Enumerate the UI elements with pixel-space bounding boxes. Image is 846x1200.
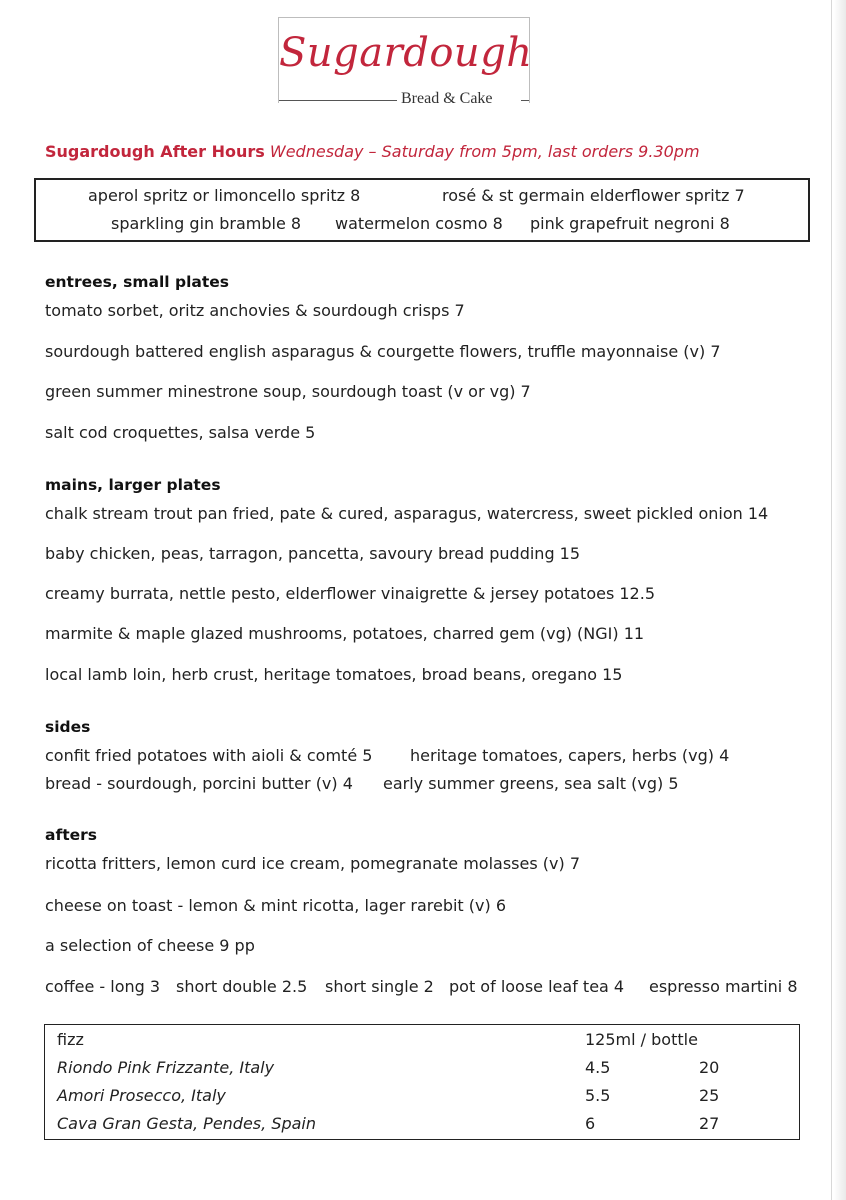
cocktail-item: sparkling gin bramble 8 bbox=[111, 214, 302, 233]
fizz-glass-price: 5.5 bbox=[585, 1086, 611, 1105]
fizz-columns-label: 125ml / bottle bbox=[585, 1030, 698, 1049]
menu-item: ricotta fritters, lemon curd ice cream, pomegranate molasses (v) 7 bbox=[45, 854, 580, 873]
logo-rule-left bbox=[279, 100, 397, 101]
cocktail-item: aperol spritz or limoncello spritz 8 bbox=[88, 186, 361, 205]
menu-item: green summer minestrone soup, sourdough toast (v or vg) 7 bbox=[45, 382, 531, 401]
logo-wordmark: Sugardough bbox=[279, 30, 533, 76]
menu-item: tomato sorbet, oritz anchovies & sourdough crisps 7 bbox=[45, 301, 465, 320]
menu-item: salt cod croquettes, salsa verde 5 bbox=[45, 423, 316, 442]
side-item: confit fried potatoes with aioli & comté 5 bbox=[45, 746, 373, 765]
fizz-bottle-price: 25 bbox=[699, 1086, 720, 1105]
cocktail-item: watermelon cosmo 8 bbox=[335, 214, 503, 233]
drinks-item: pot of loose leaf tea 4 bbox=[449, 977, 625, 996]
fizz-bottle-price: 27 bbox=[699, 1114, 720, 1133]
cocktail-box bbox=[34, 178, 810, 242]
fizz-wine-name: Amori Prosecco, Italy bbox=[57, 1086, 226, 1105]
side-item: bread - sourdough, porcini butter (v) 4 bbox=[45, 774, 353, 793]
cocktail-item: pink grapefruit negroni 8 bbox=[530, 214, 730, 233]
menu-item: marmite & maple glazed mushrooms, potatoes, charred gem (vg) (NGI) 11 bbox=[45, 624, 645, 643]
side-item: early summer greens, sea salt (vg) 5 bbox=[383, 774, 679, 793]
cocktail-item: rosé & st germain elderflower spritz 7 bbox=[442, 186, 745, 205]
fizz-table bbox=[44, 1024, 800, 1140]
after-hours-banner bbox=[45, 142, 700, 161]
fizz-wine-name: Cava Gran Gesta, Pendes, Spain bbox=[57, 1114, 317, 1133]
section-heading-entrees: entrees, small plates bbox=[45, 273, 230, 291]
fizz-glass-price: 6 bbox=[585, 1114, 596, 1133]
menu-item: local lamb loin, herb crust, heritage tomatoes, broad beans, oregano 15 bbox=[45, 665, 623, 684]
page-edge-line bbox=[831, 0, 832, 1200]
menu-item: sourdough battered english asparagus & courgette flowers, truffle mayonnaise (v) 7 bbox=[45, 342, 721, 361]
drinks-item: espresso martini 8 bbox=[649, 977, 798, 996]
menu-item: chalk stream trout pan fried, pate & cured, asparagus, watercress, sweet pickled onion 14 bbox=[45, 504, 769, 523]
page-edge-shadow bbox=[834, 0, 846, 1200]
fizz-wine-name: Riondo Pink Frizzante, Italy bbox=[57, 1058, 275, 1077]
drinks-item: short single 2 bbox=[325, 977, 434, 996]
logo-rule-right bbox=[521, 100, 529, 101]
drinks-item: coffee - long 3 bbox=[45, 977, 161, 996]
banner-name: Sugardough After Hours bbox=[45, 142, 265, 161]
banner-hours: Wednesday – Saturday from 5pm, last orders 9.30pm bbox=[269, 142, 700, 161]
menu-item: a selection of cheese 9 pp bbox=[45, 936, 255, 955]
section-heading-mains: mains, larger plates bbox=[45, 476, 221, 494]
side-item: heritage tomatoes, capers, herbs (vg) 4 bbox=[410, 746, 730, 765]
section-heading-afters: afters bbox=[45, 826, 97, 844]
fizz-header: fizz bbox=[57, 1030, 84, 1049]
menu-item: baby chicken, peas, tarragon, pancetta, savoury bread pudding 15 bbox=[45, 544, 581, 563]
fizz-glass-price: 4.5 bbox=[585, 1058, 611, 1077]
section-heading-sides: sides bbox=[45, 718, 91, 736]
logo-tagline: Bread & Cake bbox=[401, 90, 493, 107]
fizz-bottle-price: 20 bbox=[699, 1058, 720, 1077]
menu-item: cheese on toast - lemon & mint ricotta, lager rarebit (v) 6 bbox=[45, 896, 506, 915]
logo bbox=[278, 17, 533, 107]
menu-item: creamy burrata, nettle pesto, elderflower vinaigrette & jersey potatoes 12.5 bbox=[45, 584, 655, 603]
drinks-item: short double 2.5 bbox=[176, 977, 308, 996]
